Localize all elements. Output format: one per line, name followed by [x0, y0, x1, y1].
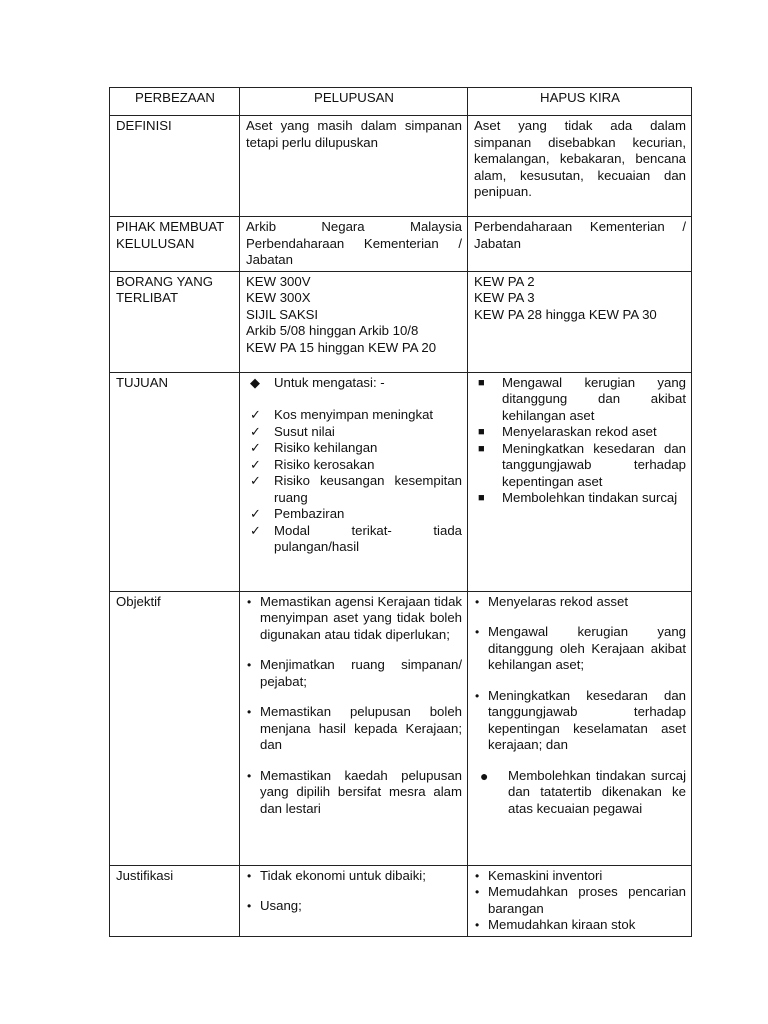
header-pelupusan: PELUPUSAN [240, 88, 468, 116]
label-justifikasi: Justifikasi [110, 865, 240, 936]
borang-pelupusan-item: Arkib 5/08 hinggan Arkib 10/8 [246, 323, 419, 338]
checkmark-icon: ✓ [250, 423, 262, 439]
list-item: • Memastikan kaedah pelupusan yang dipilih bersifat mesra alam dan lestari [247, 767, 462, 816]
label-pihak: PIHAK MEMBUAT KELULUSAN [110, 217, 240, 272]
list-item: • Mengawal kerugian yang ditanggung oleh Kerajaan akibat kehilangan aset; [475, 624, 686, 672]
bullet-icon: • [475, 594, 480, 609]
bullet-icon: • [247, 868, 252, 883]
checkmark-icon: ✓ [250, 522, 262, 538]
label-tujuan: TUJUAN [110, 372, 240, 591]
borang-hapus-kira-item: KEW PA 28 hingga KEW PA 30 [474, 306, 657, 322]
list-item: ✓ Pembaziran [250, 506, 345, 521]
borang-pelupusan-item: SIJIL SAKSI [246, 306, 319, 322]
justifikasi-hapus-kira [468, 865, 692, 936]
large-bullet-icon: ● [480, 767, 489, 784]
bullet-icon: • [475, 625, 480, 639]
bullet-icon: • [475, 918, 480, 932]
list-item: ✓ Risiko kerosakan [250, 456, 375, 472]
square-bullet-icon: ■ [478, 376, 485, 389]
borang-pelupusan [240, 271, 468, 372]
list-item: ✓ Modal terikat- tiada pulangan/hasil [250, 522, 462, 554]
tujuan-pelupusan [240, 372, 468, 591]
header-perbezaan: PERBEZAAN [110, 88, 240, 116]
list-item: ◆ Untuk mengatasi: - [250, 374, 385, 390]
borang-hapus-kira-item: KEW PA 3 [474, 290, 535, 305]
row-definisi [110, 116, 692, 217]
list-item: ● Membolehkan tindakan surcaj dan tatatertib dikenakan ke atas kecuaian pegawai [480, 767, 686, 816]
label-definisi: DEFINISI [110, 116, 240, 217]
square-bullet-icon: ■ [478, 426, 485, 438]
list-item: • Memudahkan kiraan stok [475, 917, 636, 932]
comparison-table [109, 87, 692, 937]
row-objektif [110, 591, 692, 865]
list-item: ✓ Risiko keusangan kesempitan ruang [250, 473, 462, 505]
checkmark-icon: ✓ [250, 456, 262, 472]
header-row [110, 88, 692, 116]
definisi-hapus-kira: Aset yang tidak ada dalam simpanan disebabkan kecurian, kemalangan, kebakaran, bencana alam, kesusutan, kecuaian dan penipuan. [468, 116, 692, 217]
list-item: • Memastikan agensi Kerajaan tidak menyimpan aset yang tidak boleh digunakan atau tidak diperlukan; [247, 593, 462, 642]
diamond-bullet-icon: ◆ [250, 374, 261, 390]
list-item: • Tidak ekonomi untuk dibaiki; [247, 867, 426, 883]
list-item: • Kemaskini inventori [475, 867, 603, 883]
checkmark-icon: ✓ [250, 506, 262, 521]
pihak-pelupusan: Arkib Negara Malaysia Perbendaharaan Kementerian / Jabatan [240, 217, 468, 272]
list-item: • Menyelaras rekod asset [475, 593, 629, 609]
square-bullet-icon: ■ [478, 492, 485, 504]
tujuan-hapus-kira [468, 372, 692, 591]
row-pihak [110, 217, 692, 272]
bullet-icon: • [247, 705, 252, 719]
borang-pelupusan-item: KEW 300V [246, 273, 311, 289]
header-hapus-kira: HAPUS KIRA [468, 88, 692, 116]
row-borang [110, 271, 692, 372]
list-item: ■ Menyelaraskan rekod aset [478, 424, 657, 439]
list-item: ✓ Susut nilai [250, 423, 335, 439]
label-borang: BORANG YANG TERLIBAT [110, 271, 240, 372]
borang-hapus-kira-item: KEW PA 2 [474, 273, 535, 289]
list-item: ■ Membolehkan tindakan surcaj [478, 490, 678, 505]
checkmark-icon: ✓ [250, 473, 262, 488]
square-bullet-icon: ■ [478, 442, 485, 455]
objektif-pelupusan [240, 591, 468, 865]
list-item: • Memastikan pelupusan boleh menjana hasil kepada Kerajaan; dan [247, 704, 462, 752]
pihak-hapus-kira: Perbendaharaan Kementerian / Jabatan [468, 217, 692, 272]
bullet-icon: • [247, 658, 252, 672]
list-item: • Usang; [247, 898, 302, 913]
list-item: ✓ Kos menyimpan meningkat [250, 407, 434, 422]
bullet-icon: • [247, 899, 252, 913]
list-item: ■ Mengawal kerugian yang ditanggung dan akibat kehilangan aset [478, 374, 686, 423]
checkmark-icon: ✓ [250, 407, 262, 422]
borang-pelupusan-item: KEW PA 15 hinggan KEW PA 20 [246, 339, 437, 355]
list-item: • Memudahkan proses pencarian barangan [475, 884, 686, 916]
borang-pelupusan-item: KEW 300X [246, 290, 311, 305]
list-item: • Meningkatkan kesedaran dan tanggungjawab terhadap kepentingan keselamatan aset kerajaan; dan [475, 687, 686, 752]
checkmark-icon: ✓ [250, 440, 262, 455]
objektif-hapus-kira [468, 591, 692, 865]
bullet-icon: • [475, 868, 480, 883]
justifikasi-pelupusan [240, 865, 468, 936]
bullet-icon: • [247, 594, 252, 609]
bullet-icon: • [247, 768, 252, 783]
list-item: ✓ Risiko kehilangan [250, 440, 378, 455]
row-justifikasi [110, 865, 692, 936]
list-item: • Menjimatkan ruang simpanan/ pejabat; [247, 657, 462, 689]
bullet-icon: • [475, 688, 480, 703]
definisi-pelupusan: Aset yang masih dalam simpanan tetapi perlu dilupuskan [240, 116, 468, 217]
bullet-icon: • [475, 885, 480, 899]
label-objektif: Objektif [110, 591, 240, 865]
row-tujuan [110, 372, 692, 591]
list-item: ■ Meningkatkan kesedaran dan tanggungjawab terhadap kepentingan aset [478, 440, 686, 489]
borang-hapus-kira [468, 271, 692, 372]
